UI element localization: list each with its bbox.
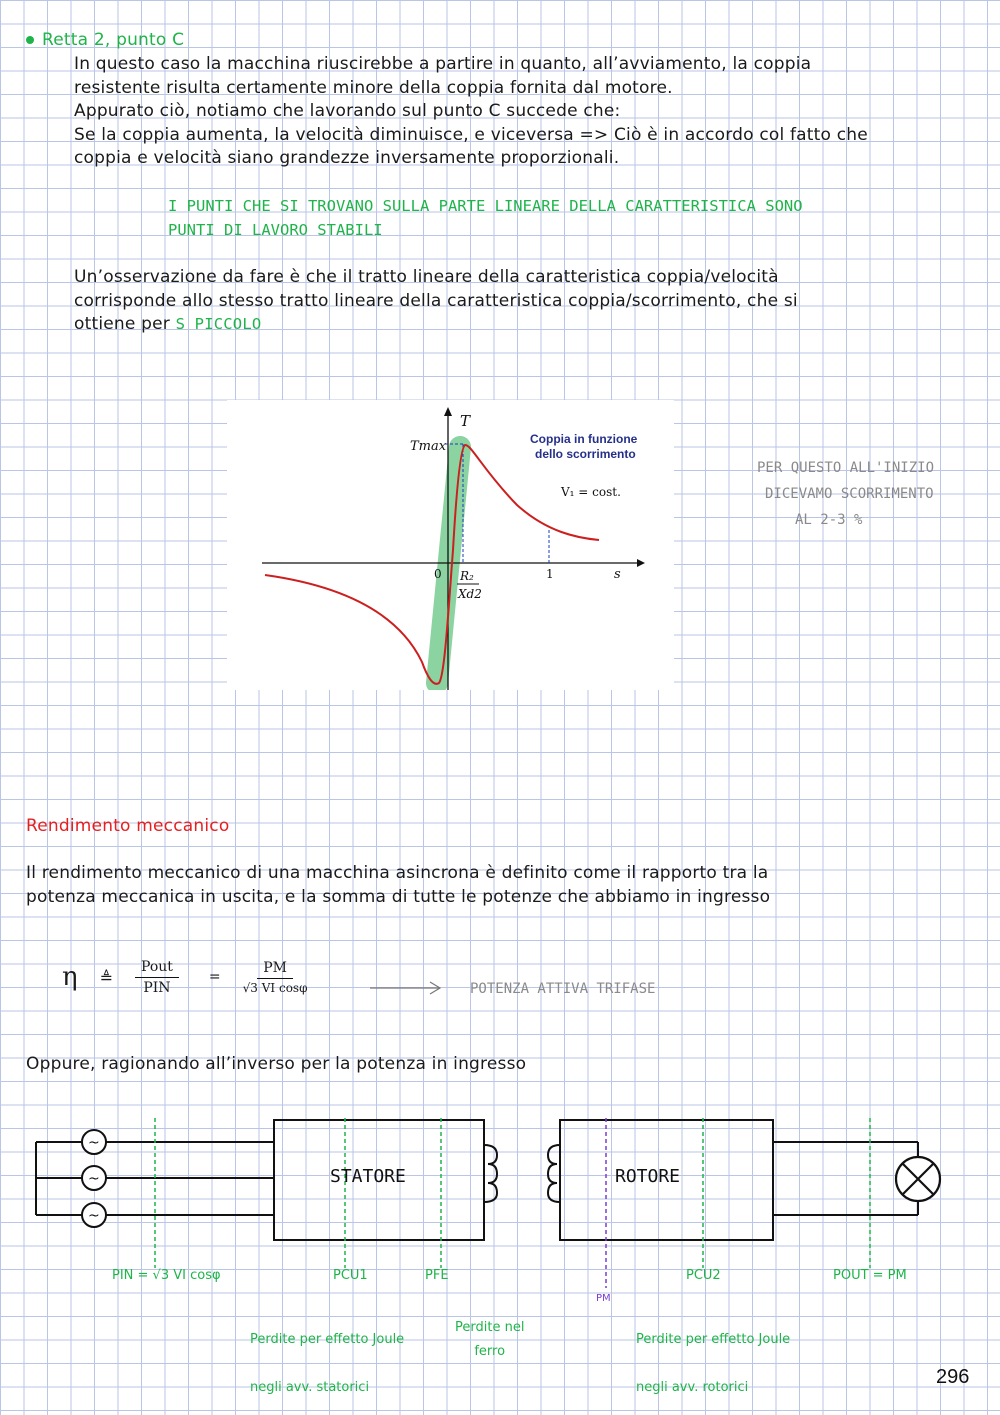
bullet-title: Retta 2, punto C <box>42 30 185 50</box>
pout-over-pin <box>135 959 179 996</box>
power-expr: √3 VI cosφ <box>242 980 308 995</box>
para2-text: ottiene per <box>74 314 176 334</box>
rendimento-line: potenza meccanica in uscita, e la somma di tutte le potenze che abbiamo in ingresso <box>26 886 771 907</box>
note-line: ferro <box>474 1344 506 1359</box>
pm-label: PM <box>596 1293 611 1304</box>
paragraph-1 <box>74 53 984 171</box>
rotor-label: ROTORE <box>615 1166 681 1187</box>
s-axis-label: s <box>614 567 621 582</box>
para1-line: Se la coppia aumenta, la velocità diminuisce, e viceversa => Ciò è in accordo col fatto che <box>74 124 868 145</box>
r2-label: R₂ <box>460 569 474 583</box>
arrow-right-icon <box>368 980 448 996</box>
note-line: negli avv. statorici <box>250 1380 370 1395</box>
pcu2-label: PCU2 <box>686 1268 721 1283</box>
origin-label: 0 <box>434 567 442 581</box>
efficiency-formula <box>62 952 307 1002</box>
pout-label: POUT = PM <box>833 1268 907 1283</box>
side-note-line: PER QUESTO ALL'INIZIO <box>757 460 935 476</box>
rotor-loss-note <box>636 1316 790 1412</box>
para2-line <box>74 313 984 337</box>
equals-sign: = <box>208 969 221 985</box>
paragraph-2 <box>74 266 984 337</box>
side-note-line: DICEVAMO SCORRIMENTO <box>765 486 934 502</box>
rotor-coil-icon <box>548 1145 560 1202</box>
para1-line: In questo caso la macchina riuscirebbe a partire in quanto, all’avviamento, la coppia <box>74 54 812 74</box>
iron-loss-note <box>455 1316 524 1364</box>
s-piccolo-highlight: S PICCOLO <box>175 315 262 333</box>
pin-label: PIN = √3 VI cosφ <box>112 1268 221 1283</box>
torque-slip-graph <box>227 400 674 690</box>
highlight-statement <box>168 195 968 242</box>
y-axis-arrow-icon <box>444 407 452 416</box>
highlight-line: PUNTI DI LAVORO STABILI <box>168 220 383 239</box>
para1-line: Appurato ciò, notiamo che lavorando sul punto C succede che: <box>74 101 621 121</box>
para1-line: coppia e velocità siano grandezze inversamente proporzionali. <box>74 148 620 168</box>
torque-slip-svg <box>227 400 674 690</box>
note-line: negli avv. rotorici <box>636 1380 749 1395</box>
rendimento-line: Il rendimento meccanico di una macchina asincrona è definito come il rapporto tra la <box>26 863 769 883</box>
page-number: 296 <box>936 1366 970 1388</box>
pm-over-power <box>243 960 308 995</box>
stator-coil-icon <box>484 1145 497 1202</box>
rendimento-definition <box>26 862 986 909</box>
x-axis-arrow-icon <box>637 559 645 567</box>
xd2-label: Xd2 <box>458 587 482 601</box>
chart-title-line2: dello scorrimento <box>535 447 636 461</box>
pin-label: PIN <box>143 979 171 996</box>
pm-label: PM <box>257 960 293 979</box>
bullet-dot-icon <box>26 36 34 44</box>
arrow-note: POTENZA ATTIVA TRIFASE <box>470 981 656 997</box>
tmax-label: Tmax <box>410 439 447 454</box>
rendimento-title: Rendimento meccanico <box>26 816 230 836</box>
s-one-label: 1 <box>546 567 554 581</box>
side-note <box>757 455 982 533</box>
stator-loss-note <box>250 1316 404 1412</box>
pout-label: Pout <box>135 959 179 978</box>
sine-symbol: ~ <box>88 1135 100 1151</box>
pcu1-label: PCU1 <box>333 1268 368 1283</box>
pfe-label: PFE <box>425 1268 449 1283</box>
eta-symbol: η <box>62 962 78 992</box>
t-axis-label: T <box>460 412 471 430</box>
def-symbol: ≜ <box>99 967 113 987</box>
bullet-heading <box>26 29 184 53</box>
side-note-line: AL 2-3 % <box>795 512 863 528</box>
sine-symbol: ~ <box>88 1171 100 1187</box>
note-line: Perdite per effetto Joule <box>250 1332 405 1347</box>
sine-symbol: ~ <box>88 1208 100 1224</box>
stator-label: STATORE <box>330 1166 406 1187</box>
para1-line: resistente risulta certamente minore della coppia fornita dal motore. <box>74 77 673 98</box>
note-line: Perdite nel <box>455 1320 525 1335</box>
note-line: Perdite per effetto Joule <box>636 1332 791 1347</box>
chart-condition: V₁ = cost. <box>561 485 621 499</box>
chart-title-line1: Coppia in funzione <box>530 432 638 446</box>
para2-line: corrisponde allo stesso tratto lineare della caratteristica coppia/scorrimento, che si <box>74 290 798 311</box>
oppure-line: Oppure, ragionando all’inverso per la potenza in ingresso <box>26 1054 527 1074</box>
para2-line: Un’osservazione da fare è che il tratto lineare della caratteristica coppia/velocità <box>74 267 779 287</box>
highlight-line: I PUNTI CHE SI TROVANO SULLA PARTE LINEARE DELLA CARATTERISTICA SONO <box>168 197 803 215</box>
